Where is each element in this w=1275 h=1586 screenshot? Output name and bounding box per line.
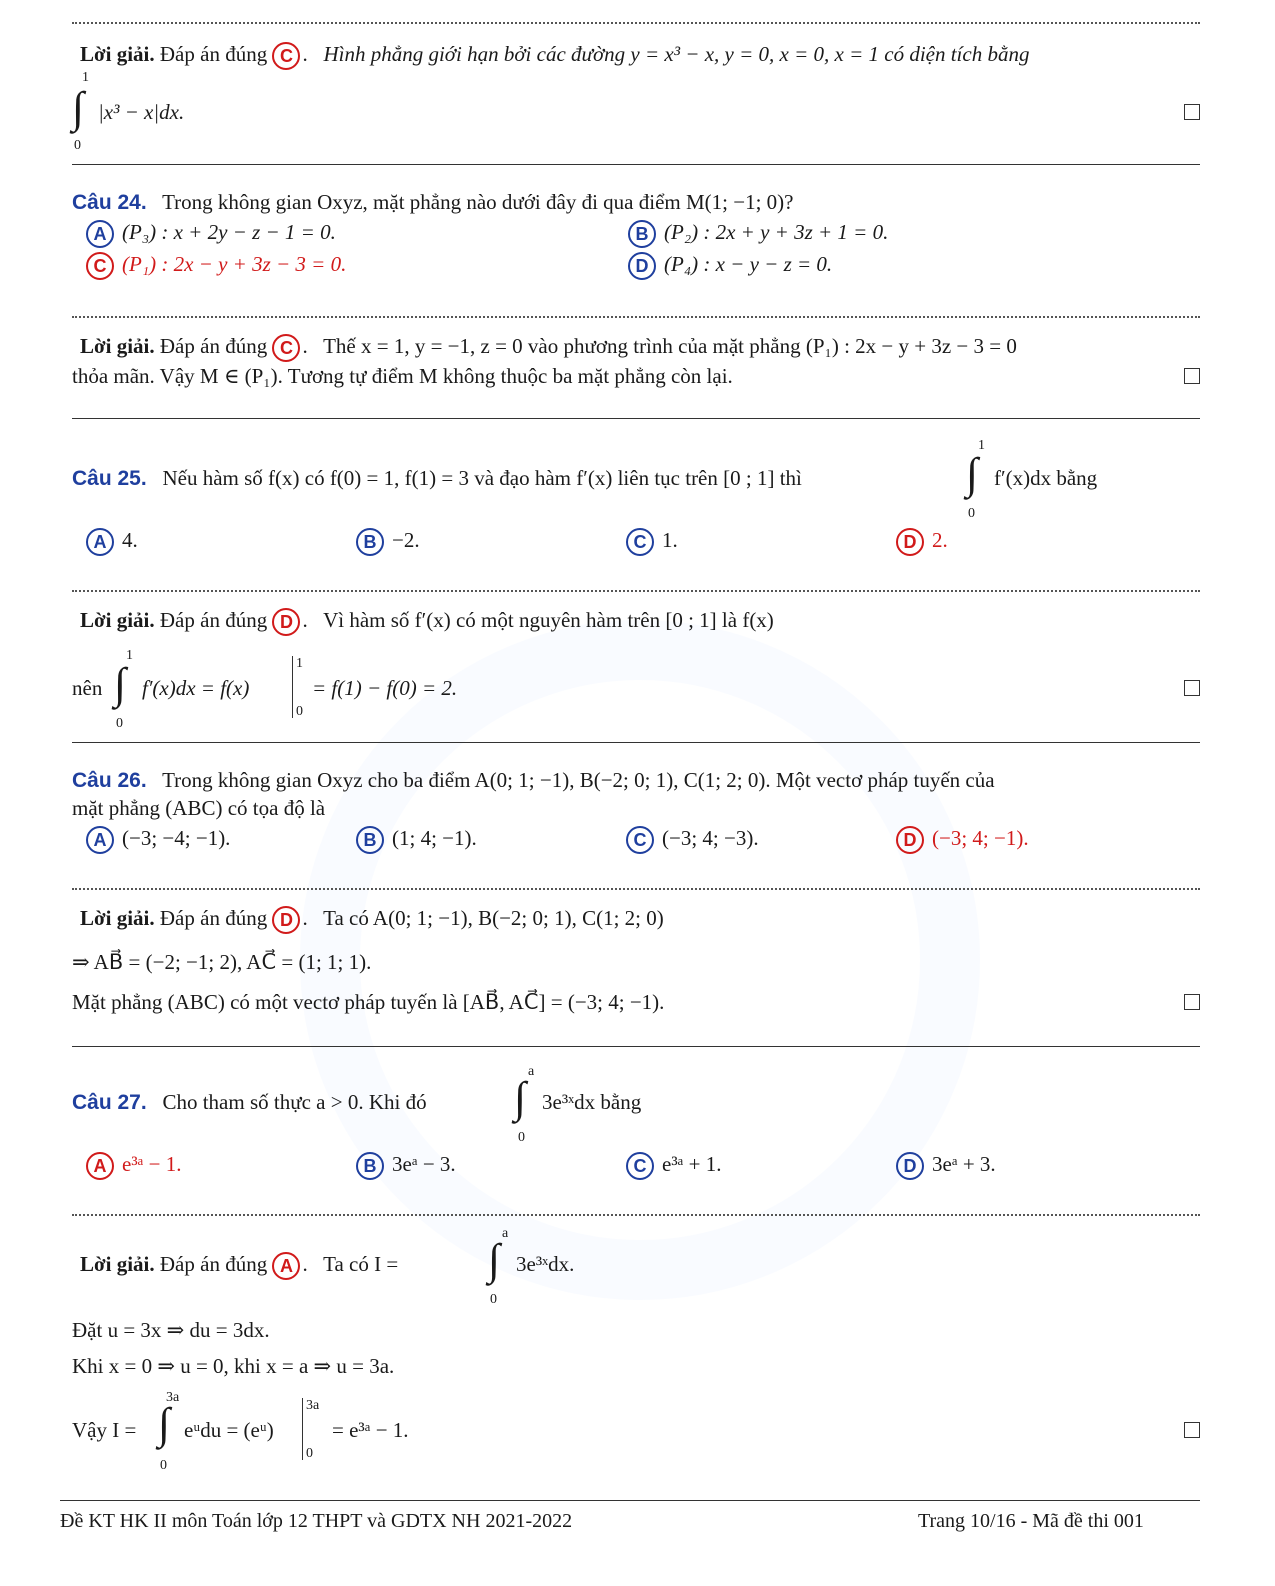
solution-expr: eᵘdu = (eᵘ) bbox=[184, 1418, 274, 1442]
qed-box bbox=[1184, 680, 1200, 696]
eval-lower: 0 bbox=[306, 1446, 313, 1461]
answer-letter-badge: C bbox=[272, 334, 300, 362]
integral-sign: ∫ bbox=[158, 1399, 171, 1448]
solution-label: Lời giải. bbox=[80, 42, 155, 66]
option-letter: D bbox=[896, 1152, 924, 1180]
separator-dotted bbox=[72, 590, 1200, 592]
solution-label: Lời giải. bbox=[80, 906, 155, 930]
integral-sign: ∫ bbox=[514, 1073, 527, 1122]
footer-left: Đề KT HK II môn Toán lớp 12 THPT và GDTX NH 2021-2022 bbox=[60, 1510, 573, 1532]
option-text: (1; 4; −1). bbox=[392, 826, 477, 850]
solution-27-line3: Khi x = 0 ⇒ u = 0, khi x = a ⇒ u = 3a. bbox=[72, 1354, 395, 1378]
option-d[interactable] bbox=[896, 1152, 996, 1180]
question-27-stem bbox=[72, 1090, 427, 1115]
answer-letter-badge: C bbox=[272, 42, 300, 70]
separator-rule bbox=[72, 418, 1200, 419]
question-number: Câu 26. bbox=[72, 769, 147, 792]
option-letter: B bbox=[356, 1152, 384, 1180]
integral-sign: ∫ bbox=[72, 83, 85, 132]
option-text: e³ᵃ + 1. bbox=[662, 1152, 722, 1176]
question-text: Trong không gian Oxyz, mặt phẳng nào dưới đây đi qua điểm M(1; −1; 0)? bbox=[162, 190, 794, 214]
option-b[interactable] bbox=[356, 1152, 456, 1180]
option-letter: B bbox=[628, 220, 656, 248]
separator-dotted bbox=[72, 1214, 1200, 1216]
option-c[interactable] bbox=[626, 826, 759, 854]
solution-26-line2: ⇒ AB⃗ = (−2; −1; 2), AC⃗ = (1; 1; 1). bbox=[72, 950, 372, 974]
option-text: 3eᵃ + 3. bbox=[932, 1152, 996, 1176]
solution-26-line1: Lời giải. Đáp án đúng D . Ta có A(0; 1; −1), B(−2; 0; 1), C(1; 2; 0) bbox=[80, 906, 664, 934]
solution-26-line3: Mặt phẳng (ABC) có một vectơ pháp tuyến là [AB⃗, AC⃗] = (−3; 4; −1). bbox=[72, 990, 665, 1014]
option-d[interactable] bbox=[628, 252, 832, 280]
answer-letter-badge: D bbox=[272, 608, 300, 636]
solution-result: = e³ᵃ − 1. bbox=[332, 1418, 409, 1442]
solution-label: Lời giải. bbox=[80, 1252, 155, 1276]
integral-sign: ∫ bbox=[966, 449, 979, 498]
eval-lower: 0 bbox=[296, 704, 303, 719]
option-text: 1. bbox=[662, 528, 678, 552]
integrand: |x³ − x|dx. bbox=[98, 100, 185, 124]
option-text: −2. bbox=[392, 528, 420, 552]
solution-text: Ta có A(0; 1; −1), B(−2; 0; 1), C(1; 2; 0) bbox=[323, 906, 664, 930]
answer-letter-badge: A bbox=[272, 1252, 300, 1280]
integral-upper-limit: 1 bbox=[126, 648, 133, 663]
option-letter: A bbox=[86, 1152, 114, 1180]
question-24-stem bbox=[72, 190, 793, 215]
solution-text: Vì hàm số f′(x) có một nguyên hàm trên [0 ; 1] là f(x) bbox=[323, 608, 774, 632]
option-text: 2. bbox=[932, 528, 948, 552]
solution-label: Lời giải. bbox=[80, 334, 155, 358]
option-b[interactable] bbox=[356, 528, 420, 556]
solution-23-line: Lời giải. Đáp án đúng C . Hình phẳng giới hạn bởi các đường y = x³ − x, y = 0, x = 0, x = 1 có diện tích bằng bbox=[80, 42, 1029, 70]
option-c[interactable] bbox=[86, 252, 346, 280]
option-text: e³ᵃ − 1. bbox=[122, 1152, 182, 1176]
option-letter: D bbox=[896, 528, 924, 556]
solution-text: Thế x = 1, y = −1, z = 0 vào phương trình của mặt phẳng (P₁) : 2x − y + 3z − 3 = 0 bbox=[323, 334, 1017, 358]
question-number: Câu 25. bbox=[72, 467, 147, 490]
option-text: (−3; 4; −3). bbox=[662, 826, 759, 850]
option-a[interactable] bbox=[86, 826, 230, 854]
answer-letter-badge: D bbox=[272, 906, 300, 934]
integral-lower-limit: 0 bbox=[74, 138, 81, 153]
question-26-stem1 bbox=[72, 768, 995, 793]
solution-result: = f(1) − f(0) = 2. bbox=[312, 676, 458, 700]
answer-prefix: Đáp án đúng bbox=[159, 906, 268, 930]
option-letter: B bbox=[356, 528, 384, 556]
solution-27-line2: Đặt u = 3x ⇒ du = 3dx. bbox=[72, 1318, 270, 1342]
qed-box bbox=[1184, 104, 1200, 120]
option-text: (P₄) : x − y − z = 0. bbox=[664, 252, 833, 276]
question-26-stem2: mặt phẳng (ABC) có tọa độ là bbox=[72, 796, 326, 820]
option-d[interactable] bbox=[896, 826, 1029, 854]
option-letter: A bbox=[86, 826, 114, 854]
option-text: (−3; −4; −1). bbox=[122, 826, 231, 850]
solution-nen: nên bbox=[72, 676, 103, 700]
solution-25-line1: Lời giải. Đáp án đúng D . Vì hàm số f′(x) có một nguyên hàm trên [0 ; 1] là f(x) bbox=[80, 608, 774, 636]
eval-bar bbox=[292, 656, 293, 718]
integral-lower-limit: 0 bbox=[518, 1130, 525, 1145]
option-text: 4. bbox=[122, 528, 138, 552]
option-letter: D bbox=[628, 252, 656, 280]
option-letter: C bbox=[626, 1152, 654, 1180]
option-d[interactable] bbox=[896, 528, 948, 556]
option-letter: C bbox=[626, 826, 654, 854]
option-letter: C bbox=[626, 528, 654, 556]
integral-lower-limit: 0 bbox=[116, 716, 123, 731]
separator-dotted bbox=[72, 888, 1200, 890]
question-text: Trong không gian Oxyz cho ba điểm A(0; 1; −1), B(−2; 0; 1), C(1; 2; 0). Một vectơ pháp tuyến của bbox=[162, 768, 995, 792]
option-a[interactable] bbox=[86, 528, 138, 556]
integral-upper-limit: a bbox=[502, 1226, 509, 1241]
answer-prefix: Đáp án đúng bbox=[159, 42, 268, 66]
option-text: (P₁) : 2x − y + 3z − 3 = 0. bbox=[122, 252, 347, 276]
separator-rule bbox=[72, 164, 1200, 165]
option-text: (−3; 4; −1). bbox=[932, 826, 1029, 850]
question-number: Câu 27. bbox=[72, 1091, 147, 1114]
answer-prefix: Đáp án đúng bbox=[159, 608, 268, 632]
qed-box bbox=[1184, 368, 1200, 384]
integral-lower-limit: 0 bbox=[968, 506, 975, 521]
qed-box bbox=[1184, 994, 1200, 1010]
solution-27-line1: Lời giải. Đáp án đúng A . Ta có I = bbox=[80, 1252, 398, 1280]
integral-lower-limit: 0 bbox=[490, 1292, 497, 1307]
footer-right: Trang 10/16 - Mã đề thi 001 bbox=[918, 1510, 1144, 1532]
option-a[interactable] bbox=[86, 220, 336, 248]
integral-sign: ∫ bbox=[114, 659, 127, 708]
solution-label: Lời giải. bbox=[80, 608, 155, 632]
separator-dotted bbox=[72, 22, 1200, 24]
option-letter: C bbox=[86, 252, 114, 280]
solution-expr: f′(x)dx = f(x) bbox=[142, 676, 250, 700]
answer-prefix: Đáp án đúng bbox=[159, 334, 268, 358]
integral-tail: f′(x)dx bằng bbox=[994, 466, 1098, 490]
option-a[interactable] bbox=[86, 1152, 181, 1180]
integral-upper-limit: a bbox=[528, 1064, 535, 1079]
qed-box bbox=[1184, 1422, 1200, 1438]
footer-rule bbox=[60, 1500, 1200, 1501]
separator-dotted bbox=[72, 316, 1200, 318]
question-number: Câu 24. bbox=[72, 191, 147, 214]
integral-upper-limit: 1 bbox=[82, 70, 89, 85]
integral-tail: 3e³ˣdx bằng bbox=[542, 1090, 642, 1114]
solution-text: Hình phẳng giới hạn bởi các đường y = x³ − x, y = 0, x = 0, x = 1 có diện tích bằng bbox=[323, 42, 1030, 66]
option-b[interactable] bbox=[628, 220, 888, 248]
integrand: 3e³ˣdx. bbox=[516, 1252, 575, 1276]
solution-vay: Vậy I = bbox=[72, 1418, 137, 1442]
integral-sign: ∫ bbox=[488, 1235, 501, 1284]
option-text: (P₂) : 2x + y + 3z + 1 = 0. bbox=[664, 220, 889, 244]
eval-upper: 3a bbox=[306, 1398, 320, 1413]
separator-rule bbox=[72, 742, 1200, 743]
option-text: 3eᵃ − 3. bbox=[392, 1152, 456, 1176]
question-text: Cho tham số thực a > 0. Khi đó bbox=[162, 1090, 427, 1114]
question-text: Nếu hàm số f(x) có f(0) = 1, f(1) = 3 và đạo hàm f′(x) liên tục trên [0 ; 1] thì bbox=[162, 466, 802, 490]
solution-text: Ta có I = bbox=[323, 1252, 399, 1276]
option-letter: B bbox=[356, 826, 384, 854]
answer-prefix: Đáp án đúng bbox=[159, 1252, 268, 1276]
integral-upper-limit: 1 bbox=[978, 438, 985, 453]
option-c[interactable] bbox=[626, 1152, 721, 1180]
separator-rule bbox=[72, 1046, 1200, 1047]
question-25-stem bbox=[72, 466, 802, 491]
option-letter: A bbox=[86, 528, 114, 556]
solution-24-line1: Lời giải. Đáp án đúng C . Thế x = 1, y = −1, z = 0 vào phương trình của mặt phẳng (P₁) : 2x − y + 3z − 3 = 0 bbox=[80, 334, 1017, 362]
option-c[interactable] bbox=[626, 528, 678, 556]
solution-24-line2: thỏa mãn. Vậy M ∈ (P₁). Tương tự điểm M không thuộc ba mặt phẳng còn lại. bbox=[72, 364, 733, 388]
eval-bar bbox=[302, 1398, 303, 1460]
option-letter: D bbox=[896, 826, 924, 854]
watermark bbox=[300, 620, 980, 1300]
option-text: (P₃) : x + 2y − z − 1 = 0. bbox=[122, 220, 336, 244]
option-b[interactable] bbox=[356, 826, 477, 854]
eval-upper: 1 bbox=[296, 656, 303, 671]
integral-upper-limit: 3a bbox=[166, 1390, 180, 1405]
option-letter: A bbox=[86, 220, 114, 248]
integral-lower-limit: 0 bbox=[160, 1458, 167, 1473]
